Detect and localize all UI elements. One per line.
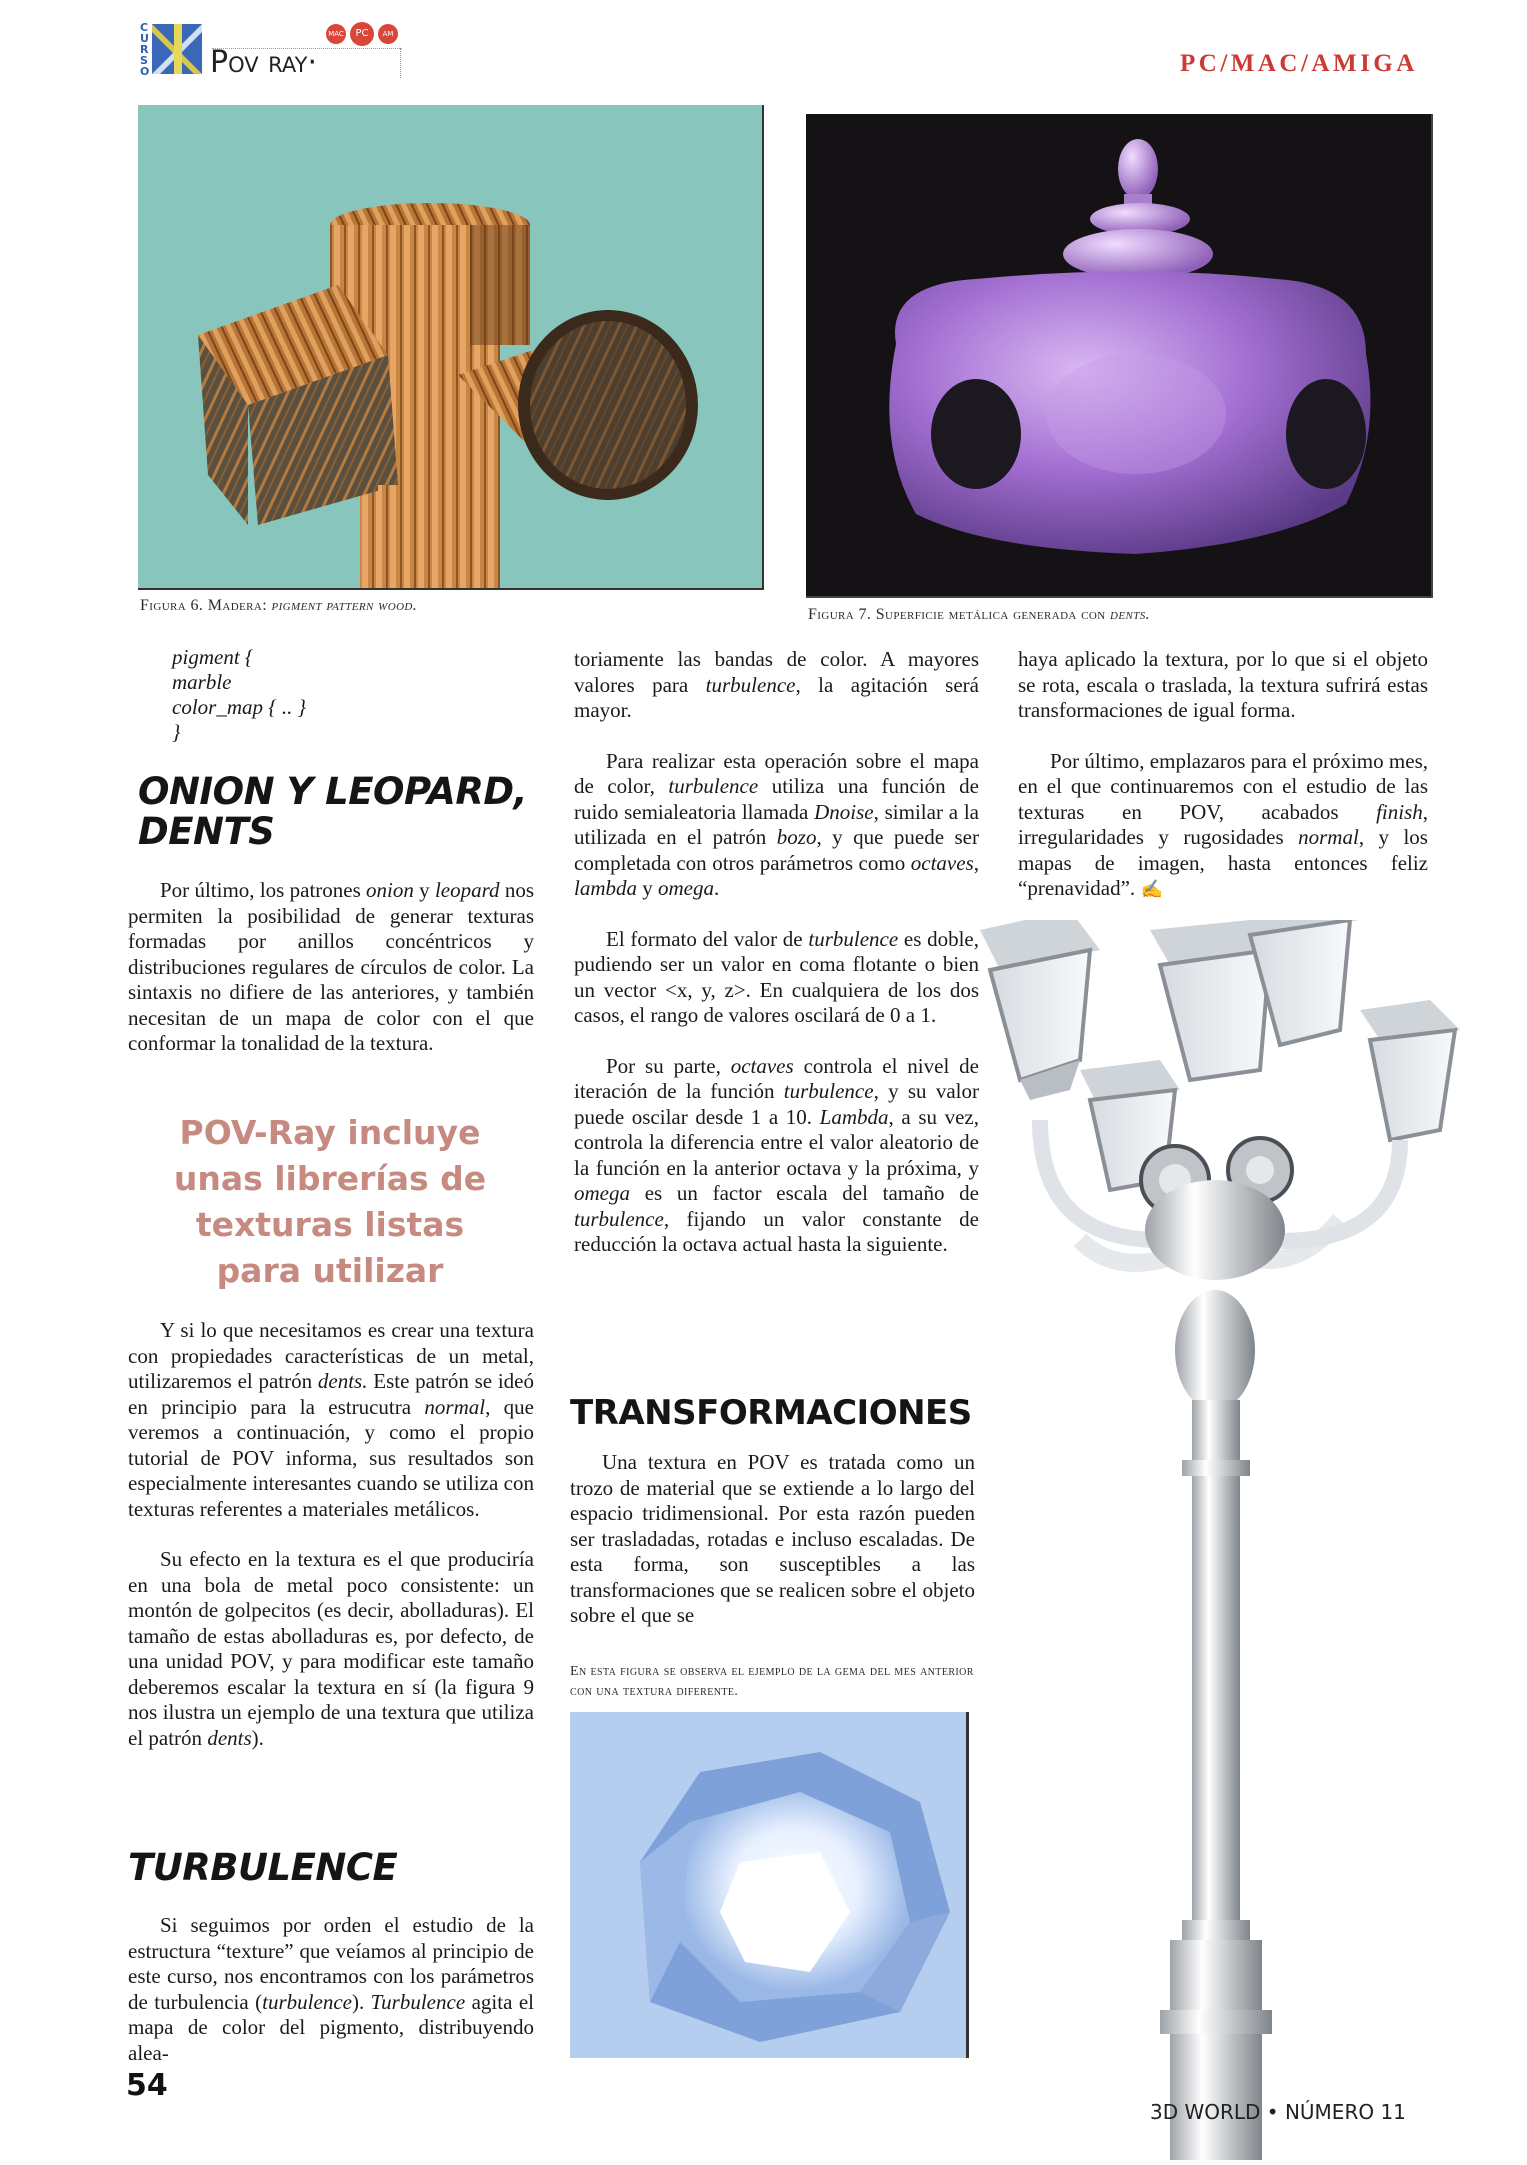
text: , similar a la utilizada en el patrón	[574, 799, 979, 849]
text: El formato del valor de	[606, 926, 809, 951]
text: , la agitación será mayor.	[574, 672, 979, 722]
figure-7-metal-render	[806, 114, 1433, 598]
paragraph	[574, 927, 979, 1029]
column-1-bottom	[128, 1913, 534, 2066]
paragraph	[128, 1913, 534, 2066]
figure-7-caption-em: dents.	[1110, 606, 1151, 623]
text: Por su parte,	[606, 1053, 731, 1078]
text: y	[637, 876, 658, 900]
pull-quote: POV-Ray incluye unas librerías de texturas listas para utilizar	[173, 1113, 487, 1290]
text-em: bozo	[776, 825, 817, 849]
paragraph	[128, 878, 534, 1057]
text: Su efecto en la textura es el que produciría en una bola de metal poco consistente: un montón de golpecitos (es decir, abolladuras). El tamaño de estas abolladuras es, por defecto, de una unidad POV, y para modificar este tamaño deberemos escalar la textura en sí (la figura 9 nos ilustra un ejemplo de una textura que utiliza el patrón	[128, 1547, 534, 1750]
platforms-label: PC/MAC/AMIGA	[1180, 50, 1418, 77]
paragraph	[574, 1054, 979, 1258]
figure-6-wood-render	[138, 105, 764, 590]
street-lamp-illustration	[960, 920, 1480, 2160]
text: toriamente las bandas de color. A mayores valores para	[574, 647, 979, 697]
text-em: turbulence	[262, 1989, 352, 2014]
header-dotted-rule	[212, 48, 402, 49]
text: agita el mapa de color del pigmento, distribuyendo alea-	[128, 1989, 534, 2065]
logo-emblem	[150, 20, 208, 78]
paragraph: haya aplicado la textura, por lo que si el objeto se rota, escala o traslada, la textura sufrirá estas transformaciones de igual forma.	[1018, 647, 1428, 722]
text: Por último, los patrones	[160, 878, 367, 902]
paragraph	[128, 1547, 534, 1751]
figure-6-caption	[140, 597, 417, 615]
series-tag: CURSO	[140, 21, 150, 78]
end-of-article-icon: ✍	[1140, 879, 1163, 899]
text: ).	[251, 1725, 264, 1750]
figure-6-caption-text: Figura 6. Madera:	[140, 597, 272, 614]
text: , que veremos a continuación, y como el propio tutorial de POV informa, sus resultados son especialmente interesantes cuando se utiliza con texturas referentes a materiales metálicos.	[128, 1394, 535, 1521]
text-em: finish	[1376, 799, 1423, 824]
paragraph	[1018, 749, 1428, 903]
text-em: turbulence	[808, 926, 899, 951]
text: ,	[973, 850, 979, 875]
text: , y su valor puede oscilar desde 1 a 10.	[574, 1079, 979, 1129]
column-2-lower	[570, 1450, 975, 1629]
text: es un factor escala del tamaño de	[630, 1181, 979, 1205]
text-em: Turbulence	[370, 1989, 466, 2014]
platform-badges	[326, 22, 398, 46]
header-dotted-rule-side	[400, 48, 401, 78]
text-em: omega	[658, 876, 714, 900]
paragraph	[574, 749, 979, 902]
text: , y los mapas de imagen, hasta entonces feliz “prenavidad”.	[1018, 825, 1428, 900]
text-em: lambda	[574, 876, 637, 900]
lantern	[1360, 1000, 1460, 1140]
text-em: turbulence	[705, 672, 796, 697]
column-1-lower	[128, 1318, 534, 1751]
badge-am: AM	[378, 24, 398, 44]
text: Y si lo que necesitamos es crear una textura con propiedades características de un metal, utilizaremos el patrón	[128, 1318, 534, 1393]
paragraph: Una textura en POV es tratada como un trozo de material que se extiende a lo largo del espacio tridimensional. Por esta razón pueden ser trasladadas, rotadas e incluso escaladas. De esta forma, son susceptibles a las transformaciones que se realicen sobre el objeto sobre el que se	[570, 1450, 975, 1627]
text-em: octaves	[730, 1053, 794, 1078]
text-em: normal	[1298, 825, 1359, 849]
text: es doble, pudiendo ser un valor en coma flotante o bien un vector <x, y, z>. En cualquiera de los dos casos, el rango de valores oscilará de 0 a 1.	[574, 926, 980, 1027]
text: Para realizar esta operación sobre el mapa de color,	[574, 748, 979, 798]
text: Si seguimos por orden el estudio de la estructura “texture” que veíamos al principio de este curso, nos encontramos con los parámetros de turbulencia (	[128, 1913, 534, 2014]
figure-7-caption	[808, 606, 1150, 624]
code-line: }	[172, 720, 181, 744]
code-line: marble	[172, 670, 232, 694]
text-em: normal	[424, 1394, 486, 1419]
figure-9-caption: En esta figura se observa el ejemplo de la gema del mes anterior con una textura diferente.	[570, 1664, 974, 1699]
text-em: octaves	[910, 850, 974, 875]
heading-transformaciones: TRANSFORMACIONES	[570, 1393, 972, 1433]
figure-7-caption-text: Figura 7. Superficie metálica generada con	[808, 606, 1110, 623]
code-line: pigment {	[172, 645, 254, 669]
text: y	[413, 878, 435, 902]
text: utiliza una función de ruido semialeatoria llamada	[574, 774, 979, 824]
text-em: turbulence	[574, 1206, 664, 1231]
text: Este patrón se ideó en principio para la estrucutra	[128, 1369, 534, 1419]
text: , fijando un valor constante de reducción la octava actual hasta la siguiente.	[574, 1206, 979, 1256]
figure-6-caption-em: pigment pattern wood.	[271, 597, 418, 614]
text-em: Dnoise	[814, 799, 874, 824]
text-em: omega	[574, 1181, 630, 1205]
text-em: dents.	[317, 1369, 368, 1393]
text-em: dents	[207, 1725, 252, 1750]
column-3	[1018, 647, 1428, 903]
text-em: onion	[366, 878, 414, 902]
magazine-footer: 3D WORLD • NÚMERO 11	[1150, 2100, 1406, 2124]
text: controla el nivel de iteración de la función	[574, 1053, 979, 1103]
column-2-upper	[574, 647, 979, 1258]
text: .	[714, 876, 720, 900]
text-em: turbulence	[783, 1079, 874, 1103]
text: Por último, emplazaros para el próximo mes, en el que continuaremos con el estudio de las texturas en POV, acabados	[1018, 748, 1428, 824]
badge-pc: PC	[350, 22, 374, 46]
text: ).	[351, 1989, 371, 2014]
text: , y que puede ser completada con otros parámetros como	[574, 825, 979, 875]
text: , irregularidades y rugosidades	[1018, 799, 1428, 849]
page-number: 54	[126, 2068, 168, 2103]
badge-mac: MAC	[326, 24, 346, 44]
code-snippet	[172, 645, 306, 745]
figure-9-gem-render	[570, 1712, 969, 2058]
text: nos permiten la posibilidad de generar texturas formadas por anillos concéntricos y distribuciones regulares de círculos de color. La sintaxis no difiere de las anteriores, y también necesitan de un mapa de color con el que conformar la tonalidad de la textura.	[128, 878, 534, 1055]
text-em: turbulence	[668, 774, 759, 798]
brand-title: Pov ray·	[210, 45, 317, 80]
column-1-upper	[128, 878, 534, 1057]
paragraph	[128, 1318, 534, 1522]
heading-turbulence: TURBULENCE	[128, 1846, 398, 1889]
heading-onion-leopard-dents: ONION Y LEOPARD, DENTS	[138, 770, 528, 853]
code-line: color_map { .. }	[172, 695, 307, 719]
paragraph	[574, 647, 979, 724]
text-em: leopard	[434, 878, 500, 902]
text-em: Lambda,	[819, 1104, 894, 1129]
text: a su vez, controla la diferencia entre el valor aleatorio de la función en la anterior octava y la próxima, y	[574, 1104, 979, 1180]
